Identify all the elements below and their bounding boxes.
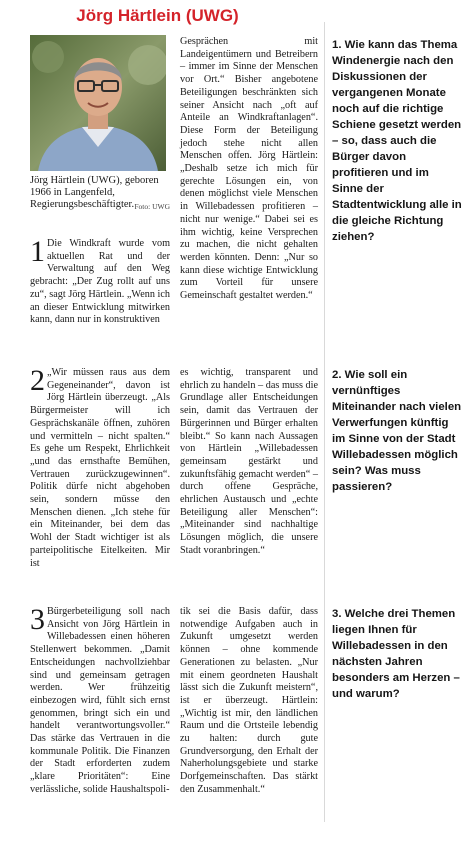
answer-3-col1 — [30, 603, 170, 797]
column-divider — [324, 22, 325, 822]
question-1: 1. Wie kann das Thema Windenergie nach den Diskussionen der vergangenen Monate noch auf die richtige Schiene gesetzt werden – so, dass auch die Bürger davon profitieren und im Sinne der Stadtentwicklung alle in die gleiche Richtung ziehen? — [332, 39, 462, 243]
question-3: 3. Welche drei Themen liegen Ihnen für Willebadessen in den nächsten Jahren besonders am Herzen – und warum? — [332, 608, 460, 700]
answer-1-col1-text: Die Windkraft wurde vom aktuellen Rat und der Verwaltung auf den Weg gebracht: „Der Zug rollt auf uns zu“, sagt Jörg Härtlein. „Wenn ich an dieser Entwicklung mitwirken kann, dann nur in konstruktiven — [30, 238, 170, 326]
answer-2-col2: es wichtig, transparent und ehrlich zu handeln – das muss die Grundlage aller Entscheidungen sein, damit das Vertrauen der Bürgerinnen und Bürger erhalten bleibt.“ So kann nach Aussagen von Härtlein „Willebadessen gemeinsam gestärkt und zukunftsfähig gemacht werden“ – durch offene Gespräche, ehrlichen Austausch und „echte Beteiligung aller Menschen“: „Miteinander sind nachhaltige Lösungen möglich, die unsere Stadt voranbringen.“ — [180, 367, 318, 556]
page-title: Jörg Härtlein (UWG) — [76, 6, 239, 25]
photo-credit: Foto: UWG — [134, 202, 170, 211]
answer-3-col2: tik sei die Basis dafür, dass notwendige Aufgaben auch in Zukunft umgesetzt werden können – ohne kommende Generationen zu belasten. „Nur mit einem geordneten Haushalt lässt sich die Zukunft meistern“, ist er überzeugt. Härtlein: „Wichtig ist mir, den ländlichen Raum und die Ortsteile lebendig zu halten: durch gute Grundversorgung, den Erhalt der Naherholungsgebiete und starke Dorfgemeinschaften. Das stärkt den Zusammenhalt.“ — [180, 606, 318, 795]
question-2: 2. Wie soll ein vernünftiges Miteinander nach vielen Verwerfungen künftig im Sinne von der Stadt Willebadessen möglich sein? Was muss passieren? — [332, 369, 462, 493]
answer-1-number: 1 — [30, 235, 45, 268]
answer-1-col2: Gesprächen mit Landeigentümern und Betreibern – immer im Sinne der Menschen vor Ort.“ Bisher angebotene Beteiligungen beschränkten sich seiner Ansicht nach „oft auf Anteile an Windkraftanlagen“. Diese Form der Beteiligung jedoch stehe nicht allen Menschen offen. Jörg Härtlein: „Deshalb setze ich mich für gerechte Lösungen ein, von denen möglichst viele Menschen in Willebadessen profitieren – nicht nur wenige.“ Dabei sei es ihm wichtig, keine Versprechen zu machen, die nicht gehalten werden könnten. Denn: „Nur so kann diese wichtige Entwicklung zum Vorteil für unsere Gemeinschaft gestaltet werden.“ — [180, 36, 318, 302]
photo-caption — [30, 175, 170, 213]
answer-1-col1 — [30, 235, 170, 327]
answer-3-col1-text: Bürgerbeteiligung soll nach Ansicht von Jörg Härtlein in Willebadessen einen höheren Stellenwert bekommen. „Damit Entscheidungen nachvollziehbar sind und gemeinsam getragen werden. Wer frühzeitig einbezogen wird, fühlt sich ernst genommen, bringt sich ein und handelt verantwortungsvoller.“ Das stärke das Vertrauen in die kommunale Politik. Die Finanzen der Stadt erforderten zudem „klare Prioritäten“: Eine verlässliche, solide Haushaltspoli- — [30, 606, 170, 795]
answer-3-number: 3 — [30, 603, 45, 636]
portrait-photo — [30, 35, 166, 171]
portrait-photo-image — [30, 35, 166, 171]
answer-2-col1-text: „Wir müssen raus aus dem Gegeneinander“, davon ist Jörg Härtlein überzeugt. „Als Bürgermeister will ich Gesprächskanäle öffnen, zuhören und vermitteln – nicht spalten.“ Es gehe um Respekt, Ehrlichkeit „und das ernsthafte Bemühen, Vertrauen zurückzugewinnen“. Politik dürfe nicht abgehoben sein, sondern müsse den Menschen dienen. „Ich stehe für ein Miteinander, bei dem das Wohl der Stadt wichtiger ist als parteipolitische Eitelkeiten. Mir ist — [30, 367, 170, 569]
caption-text: Jörg Härtlein (UWG), geboren 1966 in Langenfeld, Regierungsbeschäftigter. — [30, 175, 159, 210]
answer-2-number: 2 — [30, 364, 45, 397]
answer-2-col1 — [30, 364, 170, 570]
